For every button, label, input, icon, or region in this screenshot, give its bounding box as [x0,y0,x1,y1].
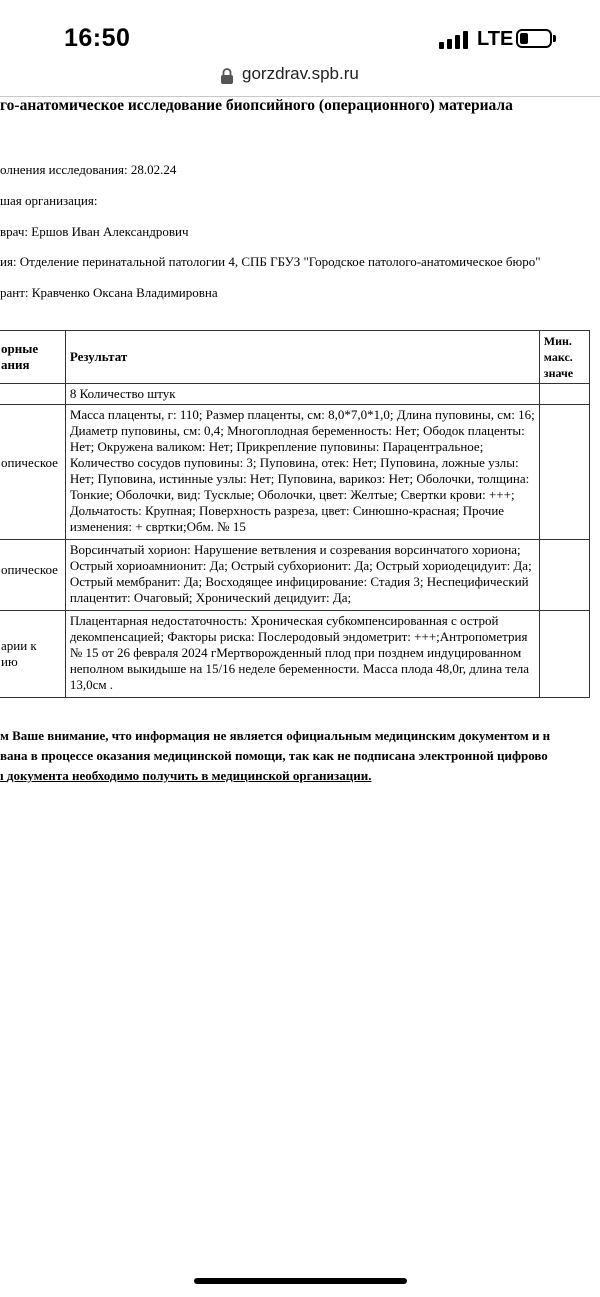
table-row [0,540,590,611]
notice-line-text: документа необходимо получить в медицинской организации. [6,768,372,783]
row-label [0,611,65,698]
url-text[interactable]: gorzdrav.spb.ru [242,64,359,83]
document-title: го-анатомическое исследование биопсийного (операционного) материала [0,97,513,114]
header-minmax-line: макс. [543,350,573,364]
battery-icon [516,29,552,48]
status-time: 16:50 [64,24,131,52]
row-result-text: Ворсинчатый хорион: Нарушение ветвления и созревания ворсинчатого хориона; Острый хориоамнионит: Да; Острый субхорионит: Да; Острый хориодецидуит: Да; Острый мембранит: Да; Восходящее инфицирование: Стадия 3; Неспецифический плацентит: Очаговый; Хронический децидуит: Да; [69,542,532,605]
row-result-text: Плацентарная недостаточность: Хроническая субкомпенсированная с острой декомпенсацией; Факторы риска: Послеродовый эндометрит: +++;Антропометрия № 15 от 26 февраля 2024 гМертворожденный плод при позднем индуцированном неполном выкидыше на 15/16 неделе беременности. Масса плода 48,0г, длина тела 13,0см . [69,613,530,692]
row-result [65,611,539,698]
notice-prefix-glyph: ı [0,768,7,783]
table-header [0,331,590,384]
results-table [0,330,590,698]
field-date: олнения исследования: 28.02.24 [0,162,177,177]
field-assistant: рант: Кравченко Оксана Владимировна [0,285,218,300]
header-minmax-line: значе [543,366,574,380]
lock-icon [220,67,234,85]
header-result [65,331,539,384]
disclaimer-notice [0,726,550,786]
table-row [0,384,590,405]
header-result-label: Результат [69,349,128,364]
field-doctor: врач: Ершов Иван Александрович [0,224,189,239]
header-col1-line: ания [1,357,30,372]
field-department: ия: Отделение перинатальной патологии 4, СПБ ГБУЗ "Городское патолого-анатомическое бюро" [0,254,541,269]
status-bar [0,0,600,62]
notice-line: вана в процессе оказания медицинской помощи, так как не подписана электронной цифрово [0,748,548,763]
row-result-text: 8 Количество штук [69,386,176,401]
address-bar[interactable] [0,62,600,90]
row-minmax [539,611,589,698]
row-label [0,540,65,611]
cellular-signal-icon [439,31,469,49]
row-result [65,405,539,540]
field-organization: шая организация: [0,193,98,208]
row-label [0,384,65,405]
table-row [0,405,590,540]
header-col1-line: орные [1,341,39,356]
header-col1 [0,331,65,384]
row-result [65,384,539,405]
table-row [0,611,590,698]
row-label-text: ию [1,654,18,669]
notice-line-underlined [0,766,550,786]
row-label [0,405,65,540]
header-minmax-line: Мин. [543,334,572,348]
network-type: LTE [477,28,514,50]
notice-line: м Ваше внимание, что информация не является официальным медицинским документом и н [0,728,551,743]
header-minmax [539,331,589,384]
row-result [65,540,539,611]
row-label-text: опическое [1,562,58,577]
row-minmax [539,384,589,405]
row-label-text: арии к [1,638,37,653]
row-minmax [539,540,589,611]
home-indicator[interactable] [194,1278,407,1284]
row-result-text: Масса плаценты, г: 110; Размер плаценты, см: 8,0*7,0*1,0; Длина пуповины, см: 16; Диаметр пуповины, см: 0,4; Многоплодная беременность: Нет; Ободок плаценты: Нет; Окружена валиком: Нет; Прикрепление пуповины: Парацентральное; Количество сосудов пуповины: 3; Пуповина, отек: Нет; Пуповина, ложные узлы: Нет; Пуповина, истинные узлы: Нет; Пуповина, варикоз: Нет; Оболочки, толщина: Тонкие; Оболочки, вид: Тусклые; Оболочки, цвет: Желтые; Свертки крови: +++; Дольчатость: Крупная; Поверхность разреза, цвет: Синюшно-красная; Прочие изменения: + свртки;Обм. № 15 [69,407,535,534]
row-label-text: опическое [1,455,58,470]
battery-tip [553,35,556,42]
row-minmax [539,405,589,540]
